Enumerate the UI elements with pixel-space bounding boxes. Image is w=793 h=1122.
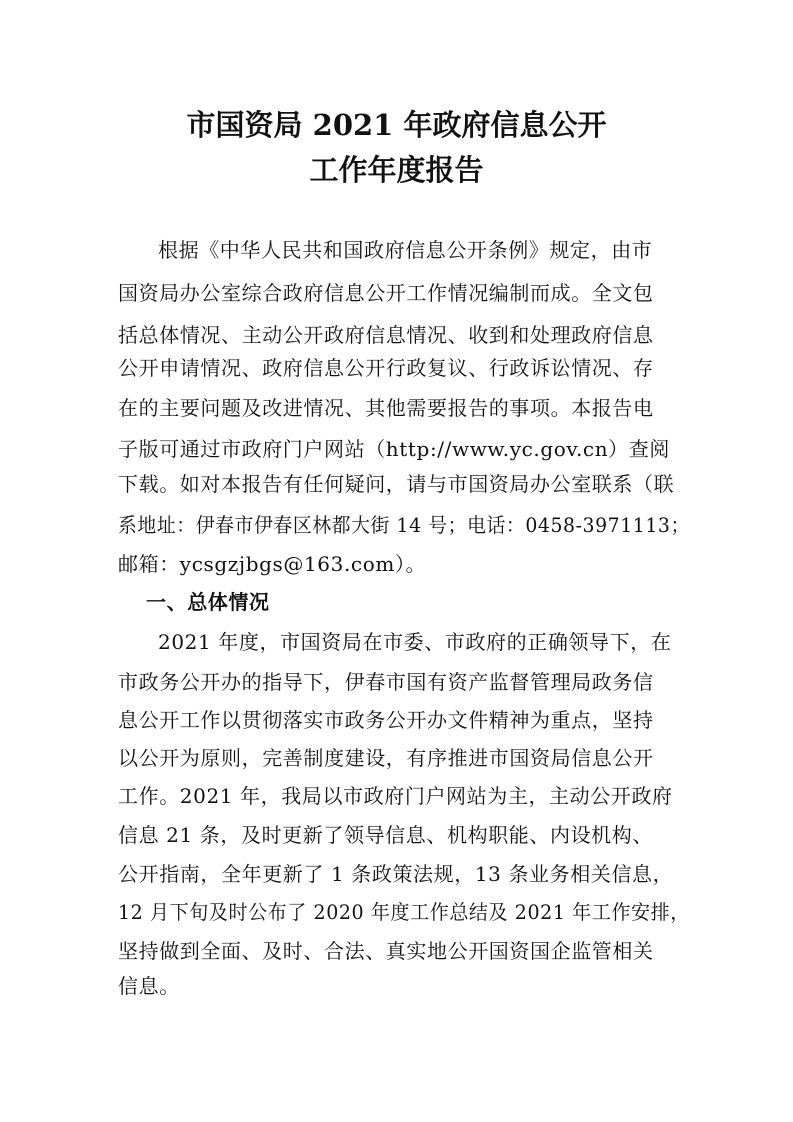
intro-paragraph-line: 国资局办公室综合政府信息公开工作情况编制而成。全文包 xyxy=(118,281,654,305)
intro-paragraph-line: 根据《中华人民共和国政府信息公开条例》规定，由市 xyxy=(158,238,653,262)
section-paragraph-line: 2021 年度，市国资局在市委、市政府的正确领导下，在 xyxy=(158,630,672,654)
section-paragraph-line: 市政务公开办的指导下，伊春市国有资产监督管理局政务信 xyxy=(118,670,654,694)
intro-paragraph-line: 在的主要问题及改进情况、其他需要报告的事项。本报告电 xyxy=(118,396,654,420)
report-title-line-1: 市国资局 2021 年政府信息公开 xyxy=(186,108,607,142)
section-paragraph-line: 工作。2021 年，我局以市政府门户网站为主，主动公开政府 xyxy=(118,784,673,808)
intro-paragraph-line: 公开申请情况、政府信息公开行政复议、行政诉讼情况、存 xyxy=(118,356,654,380)
section-paragraph-line: 12 月下旬及时公布了 2020 年度工作总结及 2021 年工作安排， xyxy=(118,900,690,924)
section-paragraph-line: 信息 21 条，及时更新了领导信息、机构职能、内设机构、 xyxy=(118,823,653,847)
intro-paragraph-line: 下载。如对本报告有任何疑问，请与市国资局办公室联系（联 xyxy=(118,472,675,496)
intro-paragraph-line: 括总体情况、主动公开政府信息情况、收到和处理政府信息 xyxy=(118,323,654,347)
report-title-line-2: 工作年度报告 xyxy=(309,153,484,187)
intro-paragraph-line: 系地址：伊春市伊春区林都大街 14 号；电话：0458-3971113； xyxy=(118,513,690,537)
intro-paragraph-line: 邮箱：ycsgzjbgs@163.com）。 xyxy=(118,552,427,576)
section-paragraph-line: 信息。 xyxy=(118,974,180,998)
section-heading-overview: 一、总体情况 xyxy=(146,590,270,614)
intro-paragraph-line: 子版可通过市政府门户网站（http://www.yc.gov.cn）查阅 xyxy=(118,437,670,461)
section-paragraph-line: 以公开为原则，完善制度建设，有序推进市国资局信息公开 xyxy=(118,746,654,770)
section-paragraph-line: 息公开工作以贯彻落实市政务公开办文件精神为重点，坚持 xyxy=(118,708,654,732)
section-paragraph-line: 公开指南，全年更新了 1 条政策法规，13 条业务相关信息， xyxy=(118,862,674,886)
section-paragraph-line: 坚持做到全面、及时、合法、真实地公开国资国企监管相关 xyxy=(118,939,654,963)
